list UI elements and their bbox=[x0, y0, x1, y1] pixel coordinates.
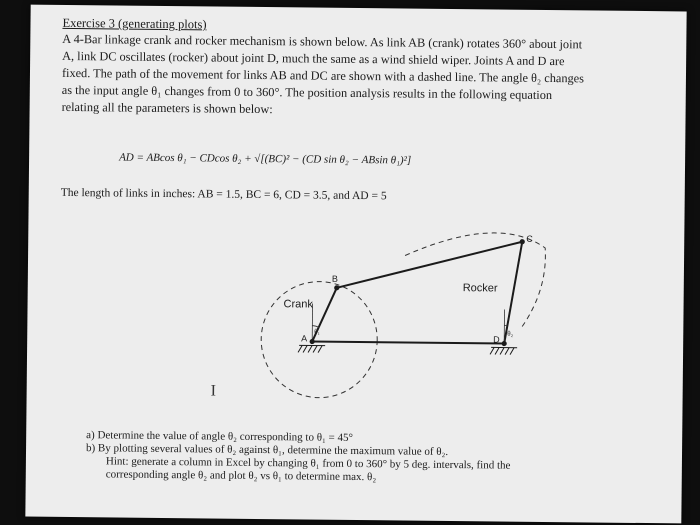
position-equation: AD = ABcos θ₁ − CDcos θ₂ + √[(BC)² − (CD sin θ₂ − ABsin θ₁)²] bbox=[119, 151, 412, 167]
hint-line: corresponding angle θ₂ and plot θ₂ vs θ₁ to determine max. θ₂ bbox=[105, 468, 377, 484]
question-b: b) By plotting several values of θ₂ against θ₁, determine the maximum value of θ₂. bbox=[85, 442, 449, 458]
label-rocker: Rocker bbox=[462, 282, 498, 295]
text-cursor-icon: I bbox=[210, 382, 217, 400]
label-d: D bbox=[493, 334, 500, 345]
label-c: C bbox=[526, 233, 533, 244]
joint-d-pin bbox=[502, 341, 507, 346]
label-theta2: θ₂ bbox=[507, 329, 514, 338]
paragraph-line: as the input angle θ₁ changes from 0 to 360°. The position analysis results in the following equation bbox=[61, 82, 553, 103]
ground-link-ad bbox=[312, 342, 504, 344]
crank-path-circle bbox=[261, 281, 378, 398]
ground-hatch-a bbox=[298, 345, 325, 352]
label-theta1: θ₁ bbox=[314, 327, 321, 336]
question-a: a) Determine the value of angle θ₂ corresponding to θ₁ = 45° bbox=[86, 429, 354, 444]
paragraph-line: relating all the parameters is shown below: bbox=[61, 99, 273, 117]
ground-hatch-d bbox=[490, 347, 517, 354]
rocker-path-arc bbox=[404, 232, 545, 328]
link-lengths: The length of links in inches: AB = 1.5, BC = 6, CD = 3.5, and AD = 5 bbox=[60, 186, 387, 203]
label-b: B bbox=[331, 273, 338, 284]
paragraph-line: fixed. The path of the movement for links AB and DC are shown with a dashed line. The angle θ₂ changes bbox=[61, 65, 584, 86]
hint-line: Hint: generate a column in Excel by changing θ₁ from 0 to 360° by 5 deg. intervals, find the bbox=[105, 455, 511, 472]
exercise-title: Exercise 3 (generating plots) bbox=[62, 15, 207, 32]
paragraph-line: A, link DC oscillates (rocker) about joint D, much the same as a wind shield wiper. Joints A and D are bbox=[62, 48, 565, 69]
paragraph-line: A 4-Bar linkage crank and rocker mechanism is shown below. As link AB (crank) rotates 360° about joint bbox=[62, 31, 583, 52]
label-crank: Crank bbox=[283, 298, 313, 311]
label-a: A bbox=[301, 333, 308, 344]
joint-c-pin bbox=[520, 239, 525, 244]
worksheet-page bbox=[25, 5, 686, 524]
rocker-link-dc bbox=[504, 242, 522, 344]
